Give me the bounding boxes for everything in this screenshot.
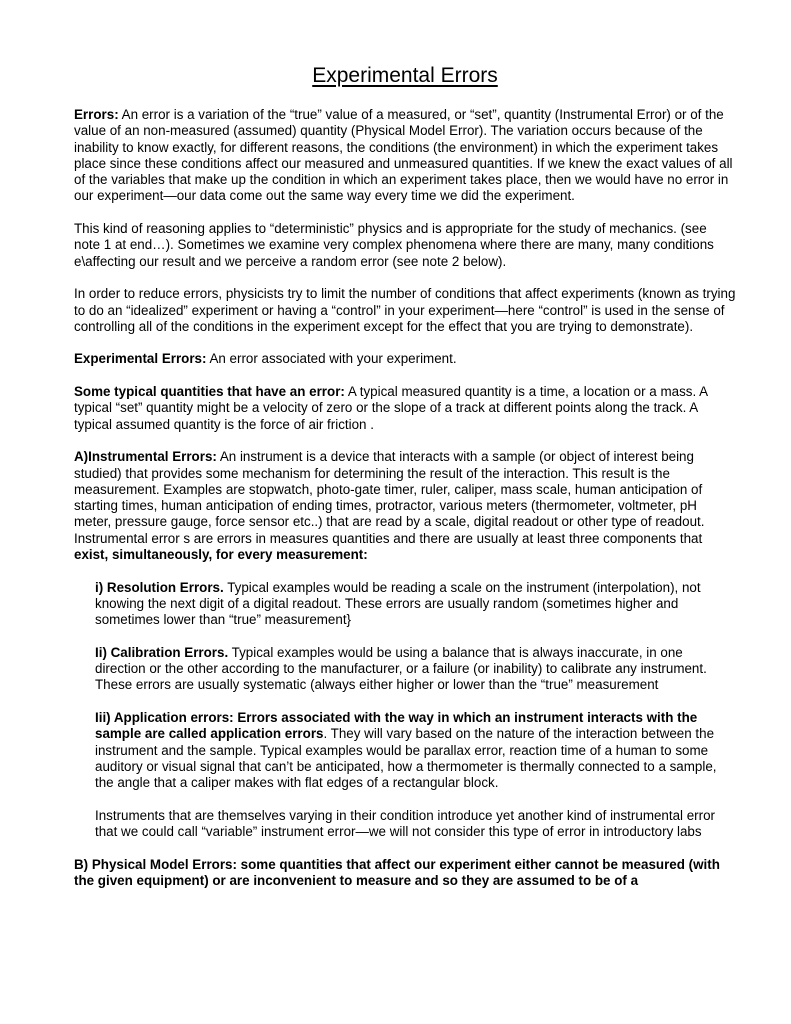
calibration-errors-label: Ii) Calibration Errors. [95,644,229,660]
reasoning-paragraph: This kind of reasoning applies to “deterministic” physics and is appropriate for the study of mechanics. (see note 1 at end…). Sometimes we examine very complex phenomena where there are many, many conditions e\affecting our result and we perceive a random error (see note 2 below). [74,221,714,269]
page-title: Experimental Errors [312,64,498,87]
application-errors-label: Iii) Application errors: Errors associated with the way in which an instrument interacts with the sample are called application errors [95,709,698,742]
calibration-errors-text: Typical examples would be using a balance that is always inaccurate, in one direction or the other according to the manufacturer, or a failure (or inability) to calibrate any instrument. These errors are usually systematic (always either higher or lower than the “true” measurement [95,644,707,693]
resolution-errors-paragraph [95,580,736,629]
errors-paragraph [74,107,736,205]
typical-quantities-label: Some typical quantities that have an error: [74,384,345,400]
experimental-errors-text: An error associated with your experiment. [206,351,457,367]
document-page [74,62,736,889]
variable-error-paragraph: Instruments that are themselves varying in their condition introduce yet another kind of instrumental error that we could call “variable” instrument error—we will not consider this type of error in introductory labs [95,807,715,840]
instrumental-errors-paragraph [74,449,736,563]
application-errors-text: . They will vary based on the nature of the interaction between the instrument and the sample. Typical examples would be parallax error, reaction time of a human to some auditory or visual signal that can’t be anticipated, how a thermometer is thermally connected to a sample, the angle that a caliper makes with flat edges of a rectangular block. [95,726,717,791]
physical-model-errors-text: B) Physical Model Errors: some quantities that affect our experiment either cannot be measured (with the given equipment) or are inconvenient to measure and so they are assumed to be of a [74,856,720,888]
instrumental-errors-text: An instrument is a device that interacts with a sample (or object of interest being studied) that provides some mechanism for determining the result of the interaction. This result is the measurement. Examples are stopwatch, photo-gate timer, ruler, caliper, mass scale, human anticipation of starting times, human anticipation of ending times, protractor, various meters (thermometer, voltmeter, pH meter, pressure gauge, force sensor etc..) that are read by a scale, digital readout or other type of readout. Instrumental error s are errors in measures quantities and there are usually at least three components that [74,449,705,546]
experimental-errors-label: Experimental Errors: [74,351,207,367]
errors-label: Errors: [74,107,119,122]
calibration-errors-paragraph [95,645,736,694]
instrumental-errors-emphasis: exist, simultaneously, for every measurement: [74,547,368,563]
application-errors-paragraph [95,710,736,791]
typical-quantities-paragraph [74,384,736,433]
resolution-errors-label: i) Resolution Errors. [95,579,224,595]
typical-quantities-text: A typical measured quantity is a time, a location or a mass. A typical “set” quantity might be a velocity of zero or the slope of a track at different points along the track. A typical assumed quantity is the force of air friction . [74,384,708,432]
physical-model-errors-paragraph [74,857,736,890]
reduce-errors-paragraph: In order to reduce errors, physicists try to limit the number of conditions that affect experiments (known as trying to do an “idealized” experiment or having a “control” in your experiment—here “control” is used in the sense of controlling all of the conditions in the experiment except for the effect that you are trying to demonstrate). [74,286,736,334]
errors-text: An error is a variation of the “true” value of a measured, or “set”, quantity (Instrumental Error) or of the value of an non-measured (assumed) quantity (Physical Model Error). The variation occurs because of the inability to know exactly, for different reasons, the conditions (the environment) in which the experiment takes place since these conditions affect our measured and unmeasured quantities. If we knew the exact values of all of the variables that make up the condition in which an experiment takes place, then we would have no error in our experiment—our data come out the same way every time we did the experiment. [74,107,733,204]
resolution-errors-text: Typical examples would be reading a scale on the instrument (interpolation), not knowing the next digit of a digital readout. These errors are usually random (sometimes higher and sometimes lower than “true” measurement} [95,579,701,628]
experimental-errors-paragraph [74,351,736,367]
instrumental-errors-label: A)Instrumental Errors: [74,449,217,465]
